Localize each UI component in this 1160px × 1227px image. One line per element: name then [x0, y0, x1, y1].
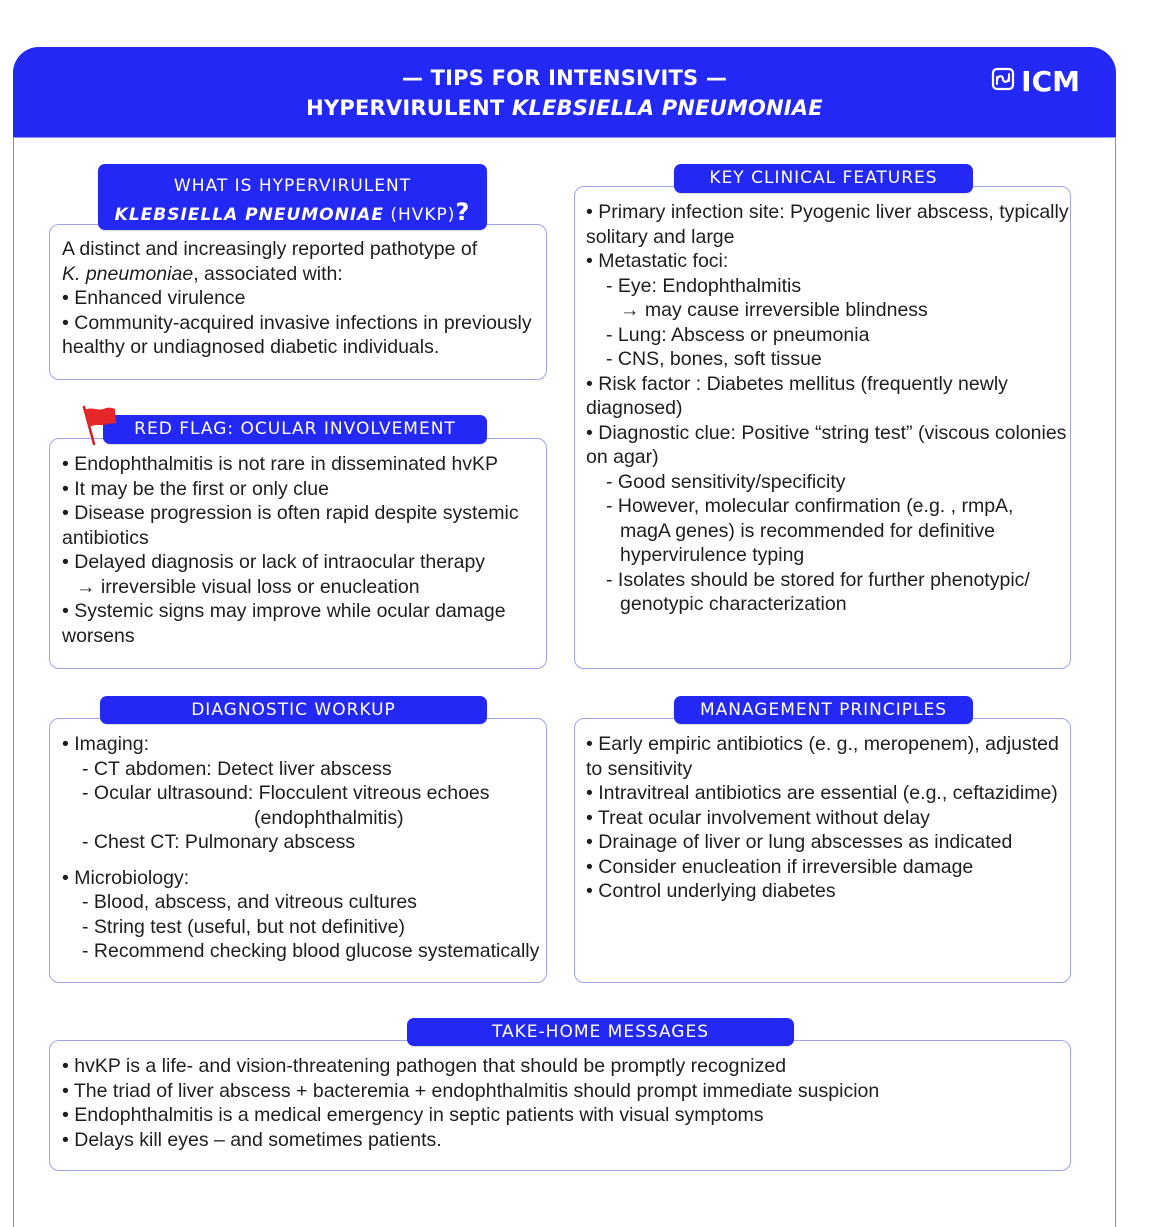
list-item: → may cause irreversible blindness — [620, 299, 928, 321]
diagnostic-title-text: DIAGNOSTIC WORKUP — [191, 700, 396, 720]
list-item: • Diagnostic clue: Positive “string test” (viscous colonies — [586, 421, 1067, 444]
header-title-prefix: HYPERVIRULENT — [306, 96, 512, 120]
list-item: - Good sensitivity/specificity — [606, 470, 846, 493]
section-management-title — [674, 696, 973, 724]
red-flag-title-text: RED FLAG: OCULAR INVOLVEMENT — [134, 419, 456, 439]
icm-logo-icon — [991, 65, 1015, 98]
list-item: • Risk factor : Diabetes mellitus (frequently newly — [586, 372, 1008, 395]
what-is-title-suffix: (HVKP) — [383, 205, 456, 225]
diagnostic-content — [62, 732, 539, 964]
list-item: • Metastatic foci: — [586, 250, 729, 272]
list-item: worsens — [62, 624, 135, 647]
list-item: genotypic characterization — [620, 593, 847, 615]
what-is-intro-suffix: , associated with: — [193, 262, 343, 285]
list-item: - CNS, bones, soft tissue — [606, 348, 822, 370]
list-item: healthy or undiagnosed diabetic individuals. — [62, 336, 440, 358]
take-home-content — [62, 1054, 879, 1152]
list-item: • Endophthalmitis is a medical emergency in septic patients with visual symptoms — [62, 1104, 764, 1126]
icm-logo — [991, 65, 1080, 98]
list-item: • The triad of liver abscess + bacteremia + endophthalmitis should prompt immediate suspicion — [62, 1079, 880, 1102]
list-item: • Primary infection site: Pyogenic liver abscess, typically — [586, 201, 1069, 223]
list-item: • Imaging: — [62, 733, 150, 755]
list-item: - Blood, abscess, and vitreous cultures — [82, 891, 417, 913]
section-diagnostic-title — [100, 696, 487, 724]
list-item: diagnosed) — [586, 397, 683, 419]
list-item: • Delayed diagnosis or lack of intraocular therapy — [62, 551, 486, 573]
red-flag-icon — [80, 404, 120, 446]
header-banner — [13, 47, 1116, 138]
list-item: - Eye: Endophthalmitis — [606, 274, 802, 297]
key-features-content — [586, 200, 1069, 617]
list-item: • Drainage of liver or lung abscesses as indicated — [586, 831, 1013, 853]
section-red-flag-title — [103, 415, 487, 444]
list-item: - However, molecular confirmation (e.g. , rmpA, — [606, 495, 1014, 517]
header-title-italic: KLEBSIELLA PNEUMONIAE — [511, 96, 823, 120]
what-is-intro-line1: A distinct and increasingly reported pathotype of — [62, 238, 478, 260]
list-item: - String test (useful, but not definitive) — [82, 915, 405, 938]
header-subtitle: — TIPS FOR INTENSIVITS — — [401, 66, 728, 90]
list-item: - Ocular ultrasound: Flocculent vitreous echoes — [82, 782, 490, 804]
list-item: • Systemic signs may improve while ocular damage — [62, 600, 506, 622]
key-features-title-text: KEY CLINICAL FEATURES — [709, 168, 938, 188]
list-item: • Endophthalmitis is not rare in disseminated hvKP — [62, 453, 499, 475]
section-key-features-title — [674, 164, 973, 193]
list-item: - CT abdomen: Detect liver abscess — [82, 757, 392, 780]
list-item: • Control underlying diabetes — [586, 880, 836, 902]
what-is-title-italic: KLEBSIELLA PNEUMONIAE — [114, 205, 384, 225]
list-item: • Intravitreal antibiotics are essential (e.g., ceftazidime) — [586, 782, 1058, 804]
section-take-home-title — [407, 1018, 794, 1046]
list-item: magA genes) is recommended for definitive — [620, 519, 996, 542]
spacer — [62, 855, 539, 866]
list-item: • Disease progression is often rapid despite systemic — [62, 502, 519, 524]
list-item: (endophthalmitis) — [254, 806, 404, 829]
list-item: • Delays kill eyes – and sometimes patients. — [62, 1128, 442, 1151]
icm-logo-text: ICM — [1021, 65, 1080, 98]
list-item: - Isolates should be stored for further phenotypic/ — [606, 568, 1030, 591]
what-is-intro-line2 — [62, 262, 532, 287]
list-item: - Recommend checking blood glucose systematically — [82, 940, 540, 962]
list-item: • Early empiric antibiotics (e. g., meropenem), adjusted — [586, 733, 1059, 755]
list-item: • Treat ocular involvement without delay — [586, 806, 930, 829]
list-item: • It may be the first or only clue — [62, 477, 329, 500]
what-is-title-line1: WHAT IS HYPERVIRULENT — [173, 176, 412, 196]
list-item: - Lung: Abscess or pneumonia — [606, 323, 870, 346]
list-item: on agar) — [586, 446, 659, 468]
what-is-title-qmark: ? — [455, 198, 471, 226]
what-is-content — [62, 237, 532, 360]
section-what-is-title — [98, 164, 487, 230]
list-item: antibiotics — [62, 526, 149, 549]
list-item: solitary and large — [586, 225, 735, 248]
what-is-intro-italic: K. pneumoniae — [62, 262, 194, 285]
management-title-text: MANAGEMENT PRINCIPLES — [699, 700, 948, 720]
header-title — [13, 96, 1116, 120]
take-home-title-text: TAKE-HOME MESSAGES — [491, 1022, 710, 1042]
management-content — [586, 732, 1059, 904]
list-item: → irreversible visual loss or enucleation — [76, 575, 420, 598]
list-item: to sensitivity — [586, 757, 693, 780]
list-item: hypervirulence typing — [620, 544, 805, 566]
list-item: • hvKP is a life- and vision-threatening pathogen that should be promptly recognized — [62, 1055, 787, 1077]
what-is-title-line2 — [98, 199, 487, 228]
list-item: • Enhanced virulence — [62, 287, 246, 309]
list-item: • Consider enucleation if irreversible damage — [586, 855, 974, 878]
list-item: - Chest CT: Pulmonary abscess — [82, 831, 356, 853]
list-item: • Microbiology: — [62, 866, 190, 889]
list-item: • Community-acquired invasive infections in previously — [62, 311, 532, 334]
red-flag-content — [62, 452, 519, 648]
